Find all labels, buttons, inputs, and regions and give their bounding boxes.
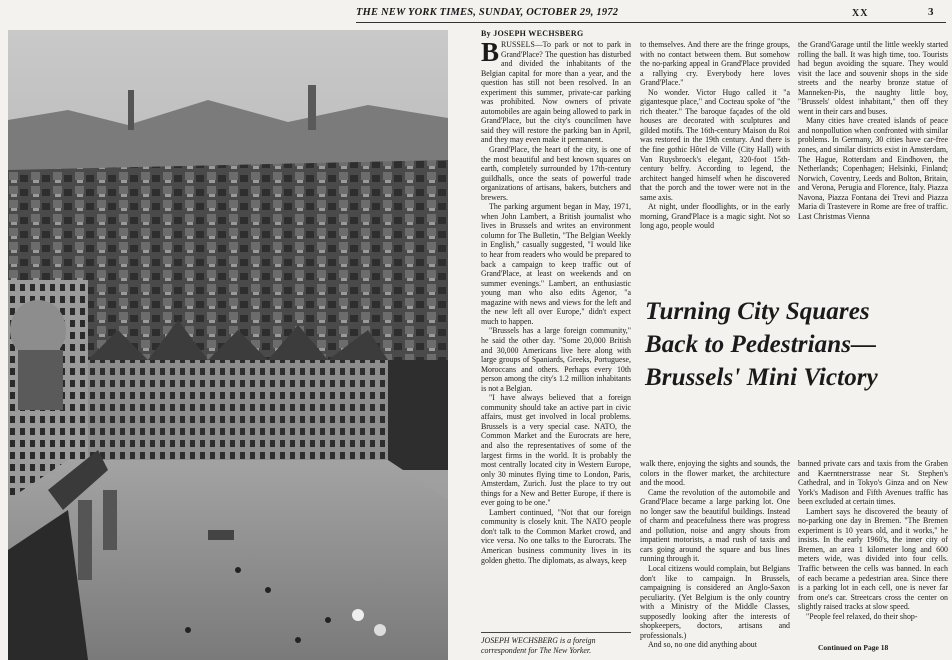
paragraph: No wonder. Victor Hugo called it "a gigantesque place," and Cocteau spoke of "the rich theater." The baroque façades of the old houses are decorated with sculptures and gilded motifs. The 16th-century Maison du Roi was restored in the 19th century. And there is the fine gothic Hôtel de Ville (City Hall) with Van Ruysbroeck's elegant, 320-foot 15th-century belfry. According to legend, the architect hanged himself when he discovered that the porch and the tower were not in the same axis.	[640, 87, 790, 202]
paragraph: And so, no one did anything about	[648, 640, 757, 650]
paragraph: the Grand'Garage until the little weekly started rolling the ball. It was high time, too. Tourists had begun avoiding the square. They would visit the lace and souvenir shops in the side streets and the nearby bronze statue of Manneken-Pis, the naughty little boy, "Brussels' oldest inhabitant," then off they went in their cars and buses.	[798, 40, 948, 116]
section-label: XX	[852, 8, 869, 19]
paragraph: BRUSSELS—To park or not to park in Grand'Place? The question has disturbed and divided the inhabitants of the Belgian capital for more than a year, and the question has still not been resolved. In an experiment this summer, private-car parking was prohibited. Now owners of private automobiles are again being allowed to park in Grand'Place, but the city's councilmen have said they will restore the parking ban in April, and they may even make it permanent.	[481, 40, 631, 145]
aerial-photo-grand-place	[8, 30, 448, 660]
byline: By JOSEPH WECHSBERG	[481, 29, 584, 38]
article-column-2-top	[640, 40, 790, 272]
article-headline	[645, 295, 950, 394]
paragraph: Grand'Place, the heart of the city, is one of the most beautiful and best known squares on earth, completely surrounded by 17th-century guildhalls, once the seats of powerful trade organizations of artisans, bakers, butchers and brewers.	[481, 145, 631, 202]
article-column-3-bottom	[798, 459, 948, 639]
paragraph: "People feel relaxed, do their shop-	[806, 611, 918, 621]
paragraph: walk there, enjoying the sights and sounds, the colors in the flower market, the architecture and the mood.	[640, 459, 790, 488]
headline-line: Brussels' Mini Victory	[645, 364, 878, 391]
paragraph: The parking argument began in May, 1971, when John Lambert, a British journalist who lives in Brussels and writes an environment column for The Bulletin, "The Belgian Weekly in English," casually suggested, "I would like to hear from readers who would be prepared to back a campaign to keep traffic out of Grand'Place, at least on weekends and on summer evenings." Lambert, an enthusiastic young man who also edits Agenor, "a magazine with news and views for the left and the new left all over Europe," didn't expect much to happen.	[481, 202, 631, 326]
paragraph: At night, under floodlights, or in the early morning, Grand'Place is a magic sight. Not so long ago, people would	[640, 202, 790, 231]
headline-line: Back to Pedestrians—	[645, 331, 877, 358]
paragraph: Lambert continued, "Not that our foreign community is closely knit. The NATO people don't talk to the Common Market crowd, and vice versa. No one talks to the Eurocrats. The American business community lives in its golden ghetto. The diplomats, as always, keep	[481, 507, 631, 565]
paragraph: "Brussels has a large foreign community," he said the other day. "Some 20,000 British and 30,000 Americans live here along with large groups of Spaniards, Greeks, Portuguese, Moroccans and others. Perhaps every 10th person among the city's 1.2 million inhabitants is not a Belgian.	[481, 326, 631, 393]
paragraph: Lambert says he discovered the beauty of no-parking one day in Bremen. "The Bremen experiment is 10 years old, and it works," he insists. In the early 1960's, the inner city of Bremen, an area 1 kilometer long and 600 meters wide, was divided into four cells. Traffic between the cells was banned. In each of each became a pedestrian area. Since there is a parking lot in each cell, one is never far from one's car. Streetcars cross the center on slightly raised tracks at slow speed.	[798, 506, 948, 612]
paragraph: Came the revolution of the automobile and Grand'Place became a large parking lot. One no longer saw the beautiful buildings. Instead of charm and peacefulness there was progress and pollution, noise and angry shouts from impatient motorists, a mad rush of taxis and cars going around the square and bus lines running through it.	[640, 487, 790, 564]
paragraph: "I have always believed that a foreign community should take an active part in civic affairs, must get involved in local problems. Brussels is a very special case. NATO, the Common Market and the Eurocrats are here, and also the representatives of some of the largest firms in the world. It is probably the most centrally located city in Western Europe, only 30 minutes flying time to London, Paris, Amsterdam, Zurich. Just the place to try out things for a New and Better Europe, if there is ever going to be one."	[481, 393, 631, 508]
photo-illustration	[8, 30, 448, 660]
paragraph: Local citizens would complain, but Belgians don't like to campaign. In Brussels, campaigning is considered an Anglo-Saxon peculiarity. (Yet Belgium is the only country with a Ministry of the Middle Classes, supposedly looking after the interests of shopkeepers, doctors, artisans and professionals.)	[640, 564, 790, 640]
paragraph: Many cities have created islands of peace and nonpollution when confronted with similar problems. In Germany, 30 cities have car-free zones, and similar districts exist in Amsterdam, The Hague, Rotterdam and Eindhoven, the Netherlands; Copenhagen; Helsinki, Finland; Norwich, Coventry, Leeds and Bolton, Britain, and Verona, Perugia and Florence, Italy. Piazza Navona, Piazza Fontana dei Trevi and Piazza Maria di Trastevere in Rome are free of traffic. Last Christmas Vienna	[798, 116, 948, 221]
paragraph: banned private cars and taxis from the Graben and Kaerntnerstrasse near St. Stephen's Cathedral, and in Tokyo's Ginza and on New York's Madison and Fifth Avenues traffic has been excluded at certain times.	[798, 459, 948, 507]
paragraph: to themselves. And there are the fringe groups, with no contact between them. But somehow the no-parking appeal in Grand'Place provided a rallying cry. Everybody here loves Grand'Place."	[640, 40, 790, 88]
article-column-3-top	[798, 40, 948, 272]
page-number: 3	[928, 6, 934, 18]
article-column-1	[481, 40, 631, 630]
headline-line: Turning City Squares	[645, 298, 870, 325]
drop-cap: B	[481, 40, 500, 67]
newspaper-masthead: THE NEW YORK TIMES, SUNDAY, OCTOBER 29, 1972	[356, 7, 619, 18]
continued-link[interactable]: Continued on Page 18	[818, 643, 889, 652]
author-note: JOSEPH WECHSBERG is a foreign correspondent for The New Yorker.	[481, 632, 631, 655]
article-column-2-bottom	[640, 459, 790, 660]
masthead-rule	[356, 22, 946, 23]
